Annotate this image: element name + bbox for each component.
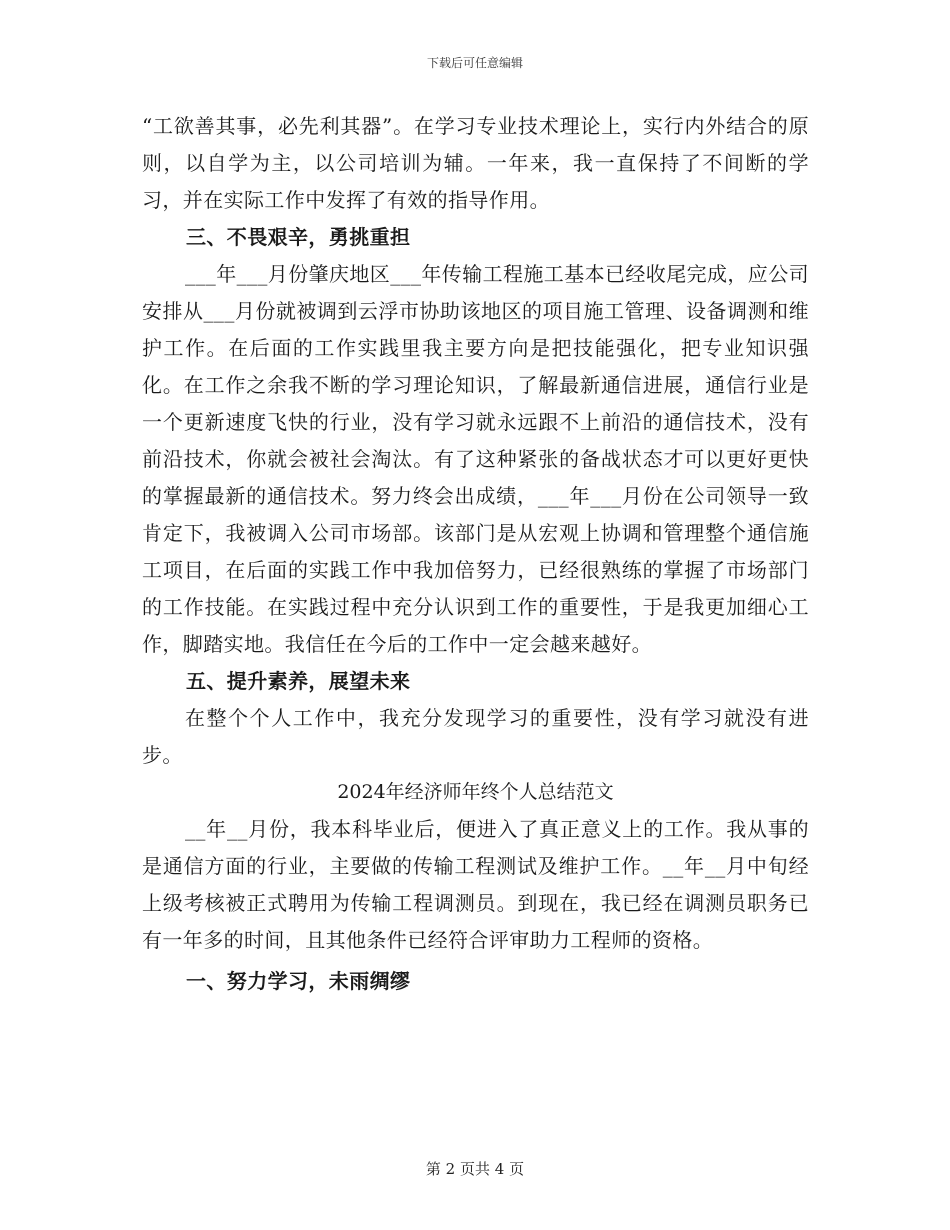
page-header: 下载后可任意编辑 <box>426 56 523 70</box>
document-body <box>142 108 809 1000</box>
document-title: 2024年经济师年终个人总结范文 <box>337 781 614 803</box>
paragraph-section-3: ___年___月份肇庆地区___年传输工程施工基本已经收尾完成，应公司安排从___月份就被调到云浮市协助该地区的项目施工管理、设备调测和维护工作。在后面的工作实践里我主要方向是把技能强化，把专业知识强化。在工作之余我不断的学习理论知识，了解最新通信进展，通信行业是一个更新速度飞快的行业，没有学习就永远跟不上前沿的通信技术，没有前沿技术，你就会被社会淘汰。有了这种紧张的备战状态才可以更好更快的掌握最新的通信技术。努力终会出成绩，___年___月份在公司领导一致肯定下，我被调入公司市场部。该部门是从宏观上协调和管理整个通信施工项目，在后面的实践工作中我加倍努力，已经很熟练的掌握了市场部门的工作技能。在实践过程中充分认识到工作的重要性，于是我更加细心工作，脚踏实地。我信任在今后的工作中一定会越来越好。 <box>142 262 809 656</box>
section-heading-5: 五、提升素养，展望未来 <box>186 669 411 693</box>
section-heading-3: 三、不畏艰辛，勇挑重担 <box>186 225 411 249</box>
paragraph-section-5: 在整个个人工作中，我充分发现学习的重要性，没有学习就没有进步。 <box>142 706 809 767</box>
paragraph-intro: “工欲善其事，必先利其器”。在学习专业技术理论上，实行内外结合的原则，以自学为主，以公司培训为辅。一年来，我一直保持了不间断的学习，并在实际工作中发挥了有效的指导作用。 <box>142 114 809 212</box>
paragraph-opening: __年__月份，我本科毕业后，便进入了真正意义上的工作。我从事的是通信方面的行业，主要做的传输工程测试及维护工作。__年__月中旬经上级考核被正式聘用为传输工程调测员。到现在，我已经在调测员职务已有一年多的时间，且其他条件已经符合评审助力工程师的资格。 <box>142 817 809 952</box>
page-footer: 第 2 页共 4 页 <box>425 1160 525 1178</box>
section-heading-1: 一、努力学习，未雨绸缪 <box>186 969 411 993</box>
